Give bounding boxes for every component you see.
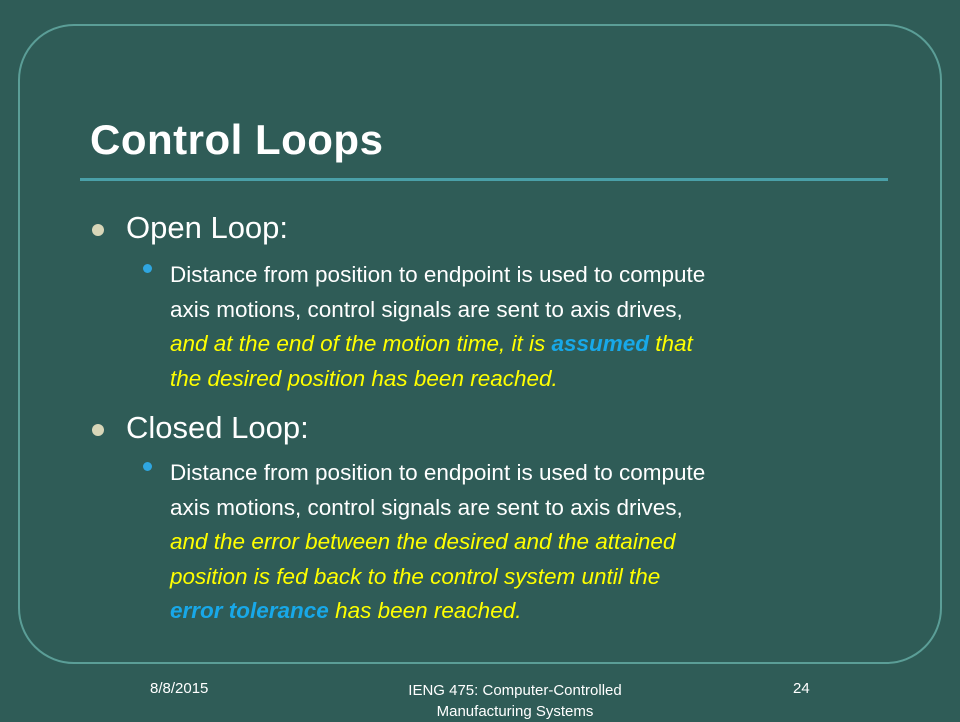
closed-loop-heading: Closed Loop: xyxy=(126,410,309,445)
open-loop-heading: Open Loop: xyxy=(126,210,289,245)
footer-date: 8/8/2015 xyxy=(150,680,209,697)
description-text: has been reached. xyxy=(328,598,522,623)
description-text: and the error between the desired and the attained xyxy=(170,529,676,554)
open-loop-description xyxy=(170,258,870,396)
description-text: position is fed back to the control system until the xyxy=(170,563,661,589)
description-text: axis motions, control signals are sent to axis drives, xyxy=(170,494,683,520)
bullet-icon xyxy=(92,424,104,436)
description-text: Distance from position to endpoint is used to compute xyxy=(170,262,706,287)
footer-course-line2: Manufacturing Systems xyxy=(436,703,594,720)
description-line xyxy=(170,594,870,629)
description-text: and at the end of the motion time, it is xyxy=(170,331,552,356)
slide-title: Control Loops xyxy=(90,116,384,163)
emphasis-text: assumed xyxy=(551,331,650,356)
sub-bullet-icon xyxy=(143,264,152,273)
title-underline xyxy=(80,178,888,181)
emphasis-text: error tolerance xyxy=(170,598,329,623)
footer-page-number: 24 xyxy=(793,680,810,697)
footer-course-line1: IENG 475: Computer-Controlled xyxy=(408,682,622,699)
description-line xyxy=(170,525,870,560)
description-line xyxy=(170,362,870,397)
description-line xyxy=(170,456,870,491)
sub-bullet-icon xyxy=(143,462,152,471)
closed-loop-description xyxy=(170,456,870,629)
description-line xyxy=(170,258,870,293)
description-line xyxy=(170,491,870,526)
description-text: Distance from position to endpoint is used to compute xyxy=(170,460,706,485)
description-text: axis motions, control signals are sent to axis drives, xyxy=(170,296,683,322)
description-line xyxy=(170,293,870,328)
bullet-icon xyxy=(92,224,104,236)
description-line xyxy=(170,560,870,595)
description-text: that xyxy=(649,331,693,356)
description-text: the desired position has been reached. xyxy=(170,365,558,391)
footer-course xyxy=(380,680,650,722)
description-line xyxy=(170,327,870,362)
